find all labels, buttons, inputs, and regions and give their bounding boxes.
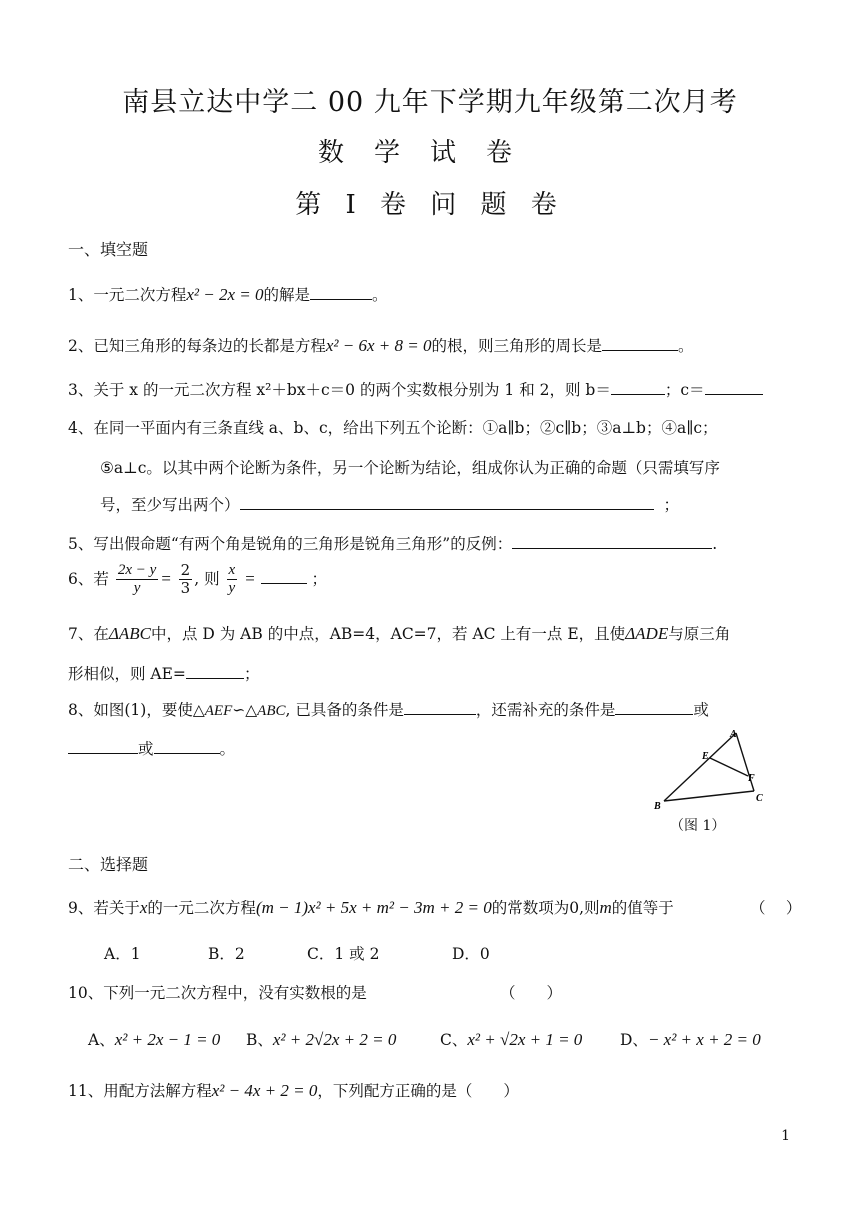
option-d[interactable] (620, 1028, 761, 1050)
option-equation: x² + 2√2x + 2 = 0 (272, 1030, 397, 1049)
question-1-equation: x² − 2x = 0 (186, 285, 264, 304)
question-8-text: 8、如图(1)，要使△ (68, 701, 205, 719)
question-8-mid: , 已具备的条件是 (285, 701, 404, 719)
option-a[interactable] (88, 1028, 220, 1050)
option-label: A、 (88, 1031, 115, 1049)
option-label: D、 (620, 1031, 648, 1049)
question-11-equation: x² − 4x + 2 = 0 (211, 1081, 318, 1100)
punctuation: 。 (678, 337, 694, 355)
question-8-line-1 (68, 698, 709, 720)
variable-x: x (139, 898, 148, 917)
option-equation: − x² + x + 2 = 0 (647, 1030, 761, 1049)
page-subtitle: 数学试卷 (317, 138, 542, 168)
figure-1-caption: （图 1） (670, 818, 726, 834)
option-b[interactable] (246, 1028, 396, 1050)
or-text: 或 (138, 740, 154, 758)
question-2-post: 的根，则三角形的周长是 (431, 337, 602, 355)
question-1-post: 的解是 (263, 286, 311, 304)
option-a[interactable]: A．1 (104, 945, 141, 963)
question-4-line-1: 4、在同一平面内有三条直线 a、b、c，给出下列五个论断：①a∥b；②c∥b；③a⊥b；④a∥c； (68, 419, 718, 437)
punctuation: 。 (219, 740, 236, 758)
answer-paren[interactable]: （ ） (750, 899, 802, 917)
question-11 (68, 1079, 519, 1101)
answer-blank-c[interactable] (705, 380, 763, 395)
question-4-text: 号，至少写出两个） (100, 496, 240, 514)
or-text: 或 (693, 701, 709, 719)
fraction-2 (179, 562, 193, 598)
question-9-post-2: 的值等于 (611, 899, 674, 917)
page-title: 南县立达中学二 00 九年下学期九年级第二次月考 (122, 87, 738, 118)
label-c: C (756, 793, 763, 804)
question-9 (68, 896, 674, 918)
question-1 (68, 283, 388, 305)
answer-blank[interactable] (240, 495, 654, 510)
page-number: 1 (781, 1128, 790, 1144)
equals: = (160, 568, 172, 588)
question-10: 10、下列一元二次方程中，没有实数根的是 (68, 984, 367, 1002)
option-label: C、 (440, 1031, 468, 1049)
triangle-abc: ABC (257, 703, 286, 719)
denominator: y (133, 580, 141, 597)
question-7-line-1 (68, 622, 730, 644)
answer-blank-need-1[interactable] (615, 700, 693, 715)
question-3-mid: ；c＝ (664, 381, 705, 399)
question-6-mid: , 则 (194, 569, 220, 588)
fraction-1 (116, 562, 158, 598)
question-2 (68, 334, 694, 356)
denominator: y (228, 580, 236, 597)
answer-blank-need-2[interactable] (68, 739, 138, 754)
question-9-equation: (m − 1)x² + 5x + m² − 3m + 2 = 0 (255, 898, 492, 917)
question-7-text: 7、在 (68, 625, 109, 643)
option-label: B、 (246, 1031, 273, 1049)
punctuation: ； (311, 569, 327, 588)
option-c[interactable] (440, 1028, 582, 1050)
label-a: A (730, 729, 737, 740)
option-b[interactable]: B．2 (208, 945, 245, 963)
question-4-line-2: ⑤a⊥c。以其中两个论断为条件，另一个论断为结论，组成你认为正确的命题（只需填写序 (100, 459, 720, 477)
numerator: 2 (180, 561, 191, 579)
question-7-mid: 中，点 D 为 AB 的中点，AB=4，AC=7，若 AC 上有一点 E，且使 (150, 625, 626, 643)
question-7-post: 与原三角 (668, 625, 731, 643)
option-equation: x² + 2x − 1 = 0 (114, 1030, 221, 1049)
answer-paren[interactable]: （ ） (500, 984, 563, 1002)
answer-blank-given[interactable] (404, 700, 476, 715)
option-c[interactable]: C．1 或 2 (307, 945, 380, 963)
part-title: 第 I 卷 问 题 卷 (295, 190, 565, 220)
numerator: x (227, 562, 238, 580)
question-2-text: 2、已知三角形的每条边的长都是方程 (68, 337, 326, 355)
answer-blank[interactable] (261, 569, 307, 584)
denominator: 3 (180, 579, 191, 598)
label-e: E (702, 751, 709, 762)
fraction-3 (227, 562, 238, 598)
numerator: 2x − y (116, 562, 158, 580)
punctuation: 。 (372, 286, 388, 304)
question-11-text: 11、用配方法解方程 (68, 1082, 212, 1100)
segment-bc (664, 791, 754, 801)
triangle-abc: ΔABC (108, 624, 151, 643)
question-8-mid-2: ，还需补充的条件是 (475, 701, 616, 719)
option-d[interactable]: D．0 (452, 945, 490, 963)
question-8-line-2 (68, 737, 235, 759)
question-2-equation: x² − 6x + 8 = 0 (325, 336, 432, 355)
figure-1-triangle (650, 725, 780, 815)
equals: = (244, 568, 256, 588)
section-heading-multiple-choice: 二、选择题 (68, 855, 149, 874)
segment-ef (710, 758, 748, 776)
triangle-ade: ΔADE (625, 624, 669, 643)
similar-symbol: ∽△ (232, 701, 258, 719)
question-9-text: 9、若关于 (68, 899, 140, 917)
question-9-post: 的常数项为0,则 (491, 899, 600, 917)
question-7-text-2: 形相似，则 AE= (68, 665, 186, 683)
segment-ab (664, 733, 736, 801)
label-b: B (654, 801, 661, 812)
answer-blank[interactable] (602, 336, 678, 351)
option-equation: x² + √2x + 1 = 0 (467, 1030, 583, 1049)
question-6-text: 6、若 (68, 569, 109, 588)
question-5-text: 5、写出假命题“有两个角是锐角的三角形是锐角三角形”的反例： (68, 535, 513, 553)
question-5 (68, 532, 717, 554)
question-3 (68, 378, 763, 400)
question-7-line-2 (68, 662, 259, 684)
label-f: F (748, 773, 755, 784)
punctuation: ； (243, 665, 260, 683)
question-1-text: 1、一元二次方程 (68, 286, 187, 304)
answer-blank[interactable] (512, 534, 712, 549)
punctuation: ； (663, 496, 680, 514)
variable-m: m (599, 898, 612, 917)
answer-blank-need-3[interactable] (154, 739, 220, 754)
question-11-post: ，下列配方正确的是（ ） (317, 1082, 519, 1100)
answer-blank[interactable] (310, 285, 372, 300)
question-3-text: 3、关于 x 的一元二次方程 x²＋bx＋c＝0 的两个实数根分别为 1 和 2，则 b＝ (68, 381, 611, 399)
question-9-mid: 的一元二次方程 (147, 899, 256, 917)
triangle-aef: AEF (204, 703, 233, 719)
section-heading-fill-in: 一、填空题 (68, 240, 149, 259)
punctuation: . (712, 535, 718, 553)
question-6 (68, 562, 327, 598)
answer-blank-b[interactable] (611, 380, 665, 395)
answer-blank[interactable] (186, 664, 244, 679)
question-4-line-3 (100, 493, 679, 515)
